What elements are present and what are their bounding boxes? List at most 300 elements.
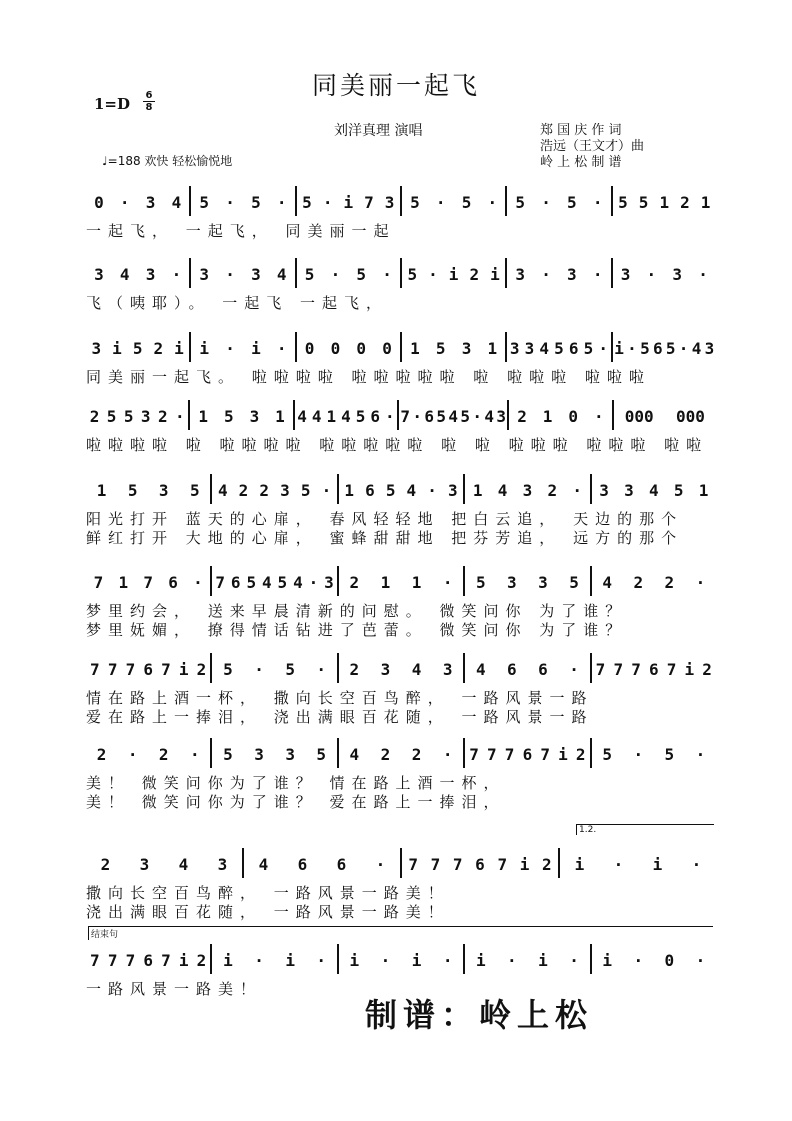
note: 7 [469,745,479,764]
maker-signature: 制谱：岭上松 [365,996,594,1034]
measure [212,570,336,592]
note: 3 [538,573,548,592]
note: · [171,265,182,284]
note: · [695,573,706,592]
note: · [193,573,203,592]
note: · [428,265,438,284]
note: · [442,573,453,592]
note: i [614,339,624,358]
note: i [285,951,295,970]
note: 1 [487,339,498,358]
note: 2 [349,573,360,592]
note: 3 [704,339,715,358]
note: 4 [406,481,417,500]
note: 2 [89,407,100,426]
measure [613,262,716,284]
note: 6 [168,573,178,592]
note: 5 [199,193,210,212]
note: 7 [125,951,136,970]
note: 5 [475,573,486,592]
note: · [375,855,386,874]
measure [402,262,505,284]
note: 5 [602,745,612,764]
note: 3 [94,265,104,284]
measure [614,404,716,426]
note: 5 [554,339,564,358]
note: 7 [215,573,225,592]
note: 7 [364,193,374,212]
note: · [322,193,333,212]
note: · [412,407,423,426]
note: · [487,193,498,212]
measure [507,262,610,284]
note: 1 [380,573,391,592]
note: · [225,339,235,358]
note: 5 [277,573,288,592]
note: · [127,745,138,764]
measure [592,657,716,679]
note: 5 [664,745,675,764]
note: 1 [698,481,709,500]
measure [86,742,210,764]
note: 3 [145,265,156,284]
note: · [254,660,264,679]
note: · [435,193,446,212]
note: 4 [119,265,130,284]
note: 3 [442,660,453,679]
note: · [598,339,608,358]
note: i [199,339,210,358]
note: 3 [515,265,526,284]
note: · [698,265,708,284]
note: i [349,951,360,970]
note: 2 [100,855,111,874]
note: 3 [672,265,683,284]
note: 5 [407,265,418,284]
measure [86,657,210,679]
notation-line [86,478,716,500]
measure [507,190,610,212]
note: 6 [648,660,659,679]
note: 1 [344,481,354,500]
note: 3 [324,573,334,592]
note: i [558,745,568,764]
notation-line [86,404,716,426]
note: 3 [624,481,634,500]
note: 7 [452,855,463,874]
note: 2 [547,481,558,500]
measure [86,190,189,212]
note: 5 [123,407,134,426]
note: 7 [107,660,118,679]
note: i [178,660,189,679]
note: 2 [633,573,644,592]
note: 5 [302,193,312,212]
time-signature [143,90,155,113]
lyricist-credit: 郑 国 庆 作 词 [540,123,622,138]
note: 3 [567,265,577,284]
note: 7 [487,745,497,764]
measure [212,657,336,679]
notation-line [86,948,716,970]
note: 3 [384,193,395,212]
measure [465,948,589,970]
note: 4 [349,745,360,764]
note: 5 [223,407,234,426]
note: i [174,339,184,358]
note: 0 [304,339,315,358]
measure [339,657,463,679]
note: 2 [702,660,712,679]
note: 2 [259,481,270,500]
note: 3 [145,193,156,212]
note: 4 [497,481,508,500]
note: 7 [540,745,550,764]
note: 5 [583,339,594,358]
note: · [627,339,637,358]
note: 2 [380,745,391,764]
note: 4 [171,193,182,212]
lyric-line: 情在路上酒一杯， 撒向长空百鸟醉， 一路风景一路 [86,689,594,707]
measure [339,478,463,500]
note: i [602,951,612,970]
measure [465,570,589,592]
note: 7 [161,951,171,970]
measure [509,404,611,426]
note: 6 [507,660,517,679]
measure [465,657,589,679]
note: 2 [153,339,164,358]
note: 5 [355,407,366,426]
note: · [678,339,689,358]
note: 6 [297,855,308,874]
note: · [691,855,702,874]
note: 5 [316,745,327,764]
note: 2 [349,660,360,679]
note: 4 [261,573,272,592]
note: · [225,265,235,284]
note: i [251,339,261,358]
note: · [276,339,287,358]
note: · [385,407,395,426]
note: 7 [161,660,171,679]
note: 3 [91,339,102,358]
measure [399,404,507,426]
measure [613,336,716,358]
measure [592,478,716,500]
note: · [541,265,551,284]
note: 5 [435,339,446,358]
note: 2 [157,407,168,426]
note: 6 [143,951,153,970]
note: 7 [90,660,100,679]
note: 5 [638,193,649,212]
note: 7 [125,660,136,679]
note: 1 [275,407,285,426]
note: · [507,951,517,970]
measure [339,948,463,970]
time-top: 6 [145,90,153,101]
notation-line [86,570,716,592]
measure [465,478,589,500]
measure [86,336,189,358]
note: 5 [106,407,117,426]
notation-line [86,657,716,679]
notation-line [86,336,716,358]
measure [191,190,294,212]
note: i [112,339,122,358]
note: 6 [230,573,241,592]
note: i [574,855,585,874]
note: 7 [504,745,515,764]
measure [297,336,400,358]
note: 5 [223,660,233,679]
note: 1 [410,339,420,358]
note: 3 [158,481,169,500]
note: · [442,951,453,970]
note: 000 [675,407,705,426]
measure [592,948,716,970]
note: 7 [430,855,441,874]
note: 3 [139,855,150,874]
note: · [175,407,185,426]
note: 5 [618,193,628,212]
note: 5 [251,193,261,212]
lyric-line: 鲜红打开 大地的心扉， 蜜蜂甜甜地 把芬芳追， 远方的那个 [86,529,684,547]
note: 2 [469,265,480,284]
lyric-line: 啦啦啦啦 啦 啦啦啦啦 啦啦啦啦啦 啦 啦 啦啦啦 啦啦啦 啦啦 [86,436,709,454]
note: 7 [143,573,153,592]
note: 6 [652,339,663,358]
note: 5 [410,193,420,212]
note: 5 [300,481,311,500]
performers: 刘洋真理 演唱 [334,123,423,139]
note: 7 [90,951,100,970]
note: i [178,951,189,970]
note: · [593,407,604,426]
note: 1 [198,407,209,426]
lyric-line: 一路风景一路美！ [86,980,263,998]
key-signature: 1=D [94,95,131,113]
note: 4 [602,573,612,592]
note: · [572,481,582,500]
note: 6 [336,855,347,874]
time-bottom: 8 [143,101,155,113]
note: 4 [448,407,459,426]
note: 3 [507,573,517,592]
note: 4 [178,855,189,874]
note: 4 [691,339,702,358]
note: i [538,951,548,970]
measure [86,404,188,426]
note: 5 [436,407,447,426]
note: · [646,265,657,284]
note: · [308,573,319,592]
note: i [652,855,663,874]
note: 5 [356,265,367,284]
note: 2 [411,745,422,764]
notation-line [86,852,716,874]
note: 4 [475,660,486,679]
composer-credit: 浩远（王文才）曲 [540,139,645,154]
note: · [321,481,332,500]
note: 7 [595,660,606,679]
note: i [490,265,500,284]
note: · [569,951,579,970]
note: 4 [293,573,303,592]
note: 3 [285,745,295,764]
measure [592,570,716,592]
note: · [316,660,327,679]
note: 0 [664,951,675,970]
lyric-line: 爱在路上一捧泪， 浇出满眼百花随， 一路风景一路 [86,708,594,726]
note: 3 [280,481,290,500]
measure [244,852,400,874]
note: 5 [567,193,577,212]
note: 1 [118,573,129,592]
notation-line [86,262,716,284]
note: 4 [341,407,351,426]
note: · [442,745,453,764]
note: 7 [666,660,677,679]
note: 7 [497,855,508,874]
lyric-line: 撒向长空百鸟醉， 一路风景一路美！ [86,884,450,902]
measure [86,262,189,284]
note: 7 [408,855,418,874]
measure [86,948,210,970]
measure [212,742,336,764]
lyric-line: 阳光打开 蓝天的心扉， 春风轻轻地 把白云追， 天边的那个 [86,510,684,528]
note: 3 [599,481,609,500]
note: 6 [475,855,485,874]
note: 1 [700,193,711,212]
note: · [592,265,603,284]
note: · [225,193,235,212]
note: 2 [575,745,586,764]
note: 1 [472,481,483,500]
lyric-line: 美！ 微笑问你为了谁？ 情在路上酒一杯， [86,774,506,792]
note: 4 [311,407,322,426]
measure [560,852,716,874]
note: 4 [539,339,549,358]
measure [507,336,610,358]
note: 7 [107,951,118,970]
note: 3 [461,339,472,358]
note: 0 [382,339,392,358]
measure [613,190,716,212]
note: · [695,745,706,764]
note: 2 [542,855,552,874]
measure [86,570,210,592]
note: 3 [620,265,631,284]
note: 5 [460,407,471,426]
note: 5 [190,481,200,500]
note: · [592,193,603,212]
arranger-credit: 岭 上 松 制 谱 [540,155,622,170]
note: · [254,951,264,970]
note: i [448,265,459,284]
note: 1 [411,573,422,592]
lyric-line: 梦里约会， 送来早晨清新的问慰。 微笑问你 为了谁？ [86,602,628,620]
note: · [190,745,200,764]
note: i [223,951,233,970]
note: 4 [276,265,287,284]
note: · [119,193,130,212]
note: 2 [96,745,107,764]
note: · [472,407,483,426]
note: 1 [659,193,670,212]
note: 0 [356,339,367,358]
ending-bracket: 结束句 [88,926,713,940]
note: i [684,660,695,679]
page-title: 同美丽一起飞 [311,71,480,100]
note: · [633,745,644,764]
note: 3 [249,407,260,426]
note: · [330,265,341,284]
note: 2 [517,407,527,426]
note: 4 [411,660,422,679]
lyric-line: 同美丽一起飞。 啦啦啦啦 啦啦啦啦啦 啦 啦啦啦 啦啦啦 [86,368,651,386]
measure [86,478,210,500]
measure [339,742,463,764]
note: 3 [496,407,507,426]
measure [402,852,558,874]
lyric-line: 一起飞， 一起飞， 同美丽一起 [86,222,396,240]
measure [295,404,397,426]
note: · [633,951,644,970]
note: 5 [665,339,676,358]
note: 5 [127,481,138,500]
note: 4 [484,407,495,426]
tempo-mark: ♩=188 欢快 轻松愉悦地 [102,154,233,168]
measure [190,404,292,426]
notation-line [86,742,716,764]
note: i [343,193,354,212]
note: 6 [522,745,533,764]
note: 2 [196,951,207,970]
note: 5 [304,265,315,284]
note: 7 [613,660,624,679]
note: 7 [93,573,104,592]
note: 3 [524,339,535,358]
note: 5 [673,481,684,500]
note: 5 [246,573,257,592]
note: · [695,951,706,970]
note: 2 [664,573,675,592]
note: 3 [251,265,261,284]
lyric-line: 梦里妩媚， 撩得情话钻进了芭蕾。 微笑问你 为了谁？ [86,621,628,639]
note: · [316,951,327,970]
measure [402,190,505,212]
note: 7 [631,660,641,679]
note: 3 [509,339,520,358]
note: · [276,193,287,212]
note: 3 [380,660,391,679]
note: i [519,855,530,874]
lyric-line: 美！ 微笑问你为了谁？ 爱在路上一捧泪， [86,793,506,811]
note: 4 [258,855,269,874]
note: 2 [196,660,207,679]
note: i [475,951,486,970]
note: 5 [515,193,526,212]
measure [402,336,505,358]
note: 5 [285,660,295,679]
note: 5 [640,339,650,358]
note: 5 [132,339,143,358]
measure [339,570,463,592]
measure [212,948,336,970]
measure [191,262,294,284]
